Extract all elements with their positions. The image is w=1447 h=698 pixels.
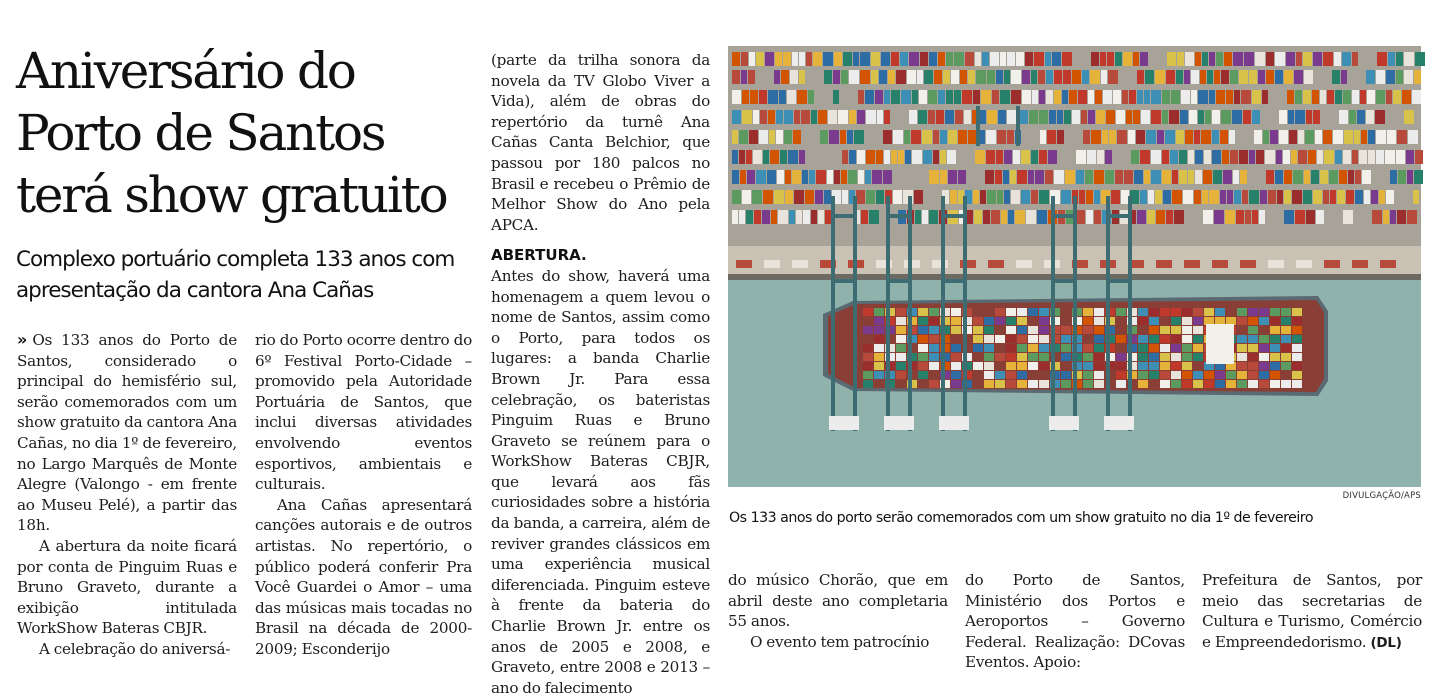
article-column-1 bbox=[17, 330, 237, 665]
paragraph-repertoire-cont: (parte da trilha sonora da novela da TV Globo Viver a Vida), além de obras do repertório da turnê Ana Cañas Canta Belchior, que passou por 180 palcos no Brasil e recebeu o Prêmio de Melhor Show do Ano pela APCA. bbox=[491, 51, 710, 234]
paragraph-intro bbox=[17, 330, 237, 536]
chevron-right-icon: » bbox=[17, 330, 23, 349]
paragraph-sponsors-end-text: Prefeitura de Santos, por meio das secretarias de Cultura e Turismo, Comércio e Empreendedorismo. bbox=[1202, 571, 1422, 651]
article-column-2 bbox=[255, 330, 472, 665]
paragraph-homage: Antes do show, haverá uma homenagem a quem levou o nome de Santos, assim como o Porto, para todos os lugares: a banda Charlie Brown Jr. Para essa celebração, os bateristas Pinguim Ruas e Bruno Graveto se reúnem para o WorkShow Bateras CBJR, que levará aos fãs curiosidades sobre a história da banda, a carreira, além de reviver grandes clássicos em uma experiência musical diferenciada. Pinguim esteve à frente da bateria do Charlie Brown Jr. entre os anos de 2005 e 2008, e Graveto, entre 2008 e 2013 – ano do falecimento bbox=[491, 266, 710, 697]
article-column-4 bbox=[728, 570, 948, 665]
paragraph-intro-text: Os 133 anos do Porto de Santos, considerado o principal do hemisfério sul, serão comemorados com um show gratuito da cantora Ana Cañas, no dia 1º de fevereiro, no Largo Marquês de Monte Alegre (Valongo - em frente ao Museu Pelé), a partir das 18h. bbox=[17, 331, 237, 535]
paragraph-celebration-end: rio do Porto ocorre dentro do 6º Festival Porto-Cidade – promovido pela Autoridade Portuária de Santos, que inclui diversas atividades envolvendo eventos esportivos, ambientais e culturais. bbox=[255, 331, 472, 494]
subheadline: Complexo portuário completa 133 anos com apresentação da cantora Ana Cañas bbox=[16, 247, 455, 303]
paragraph-sponsors-mid: do Porto de Santos, Ministério dos Portos e Aeroportos – Governo Federal. Realização: DCovas Eventos. Apoio: bbox=[965, 571, 1185, 672]
port-aerial-photo bbox=[728, 46, 1421, 487]
photo-credit: DIVULGAÇÃO/APS bbox=[1342, 491, 1421, 501]
article-column-3 bbox=[491, 50, 710, 697]
section-label bbox=[491, 245, 710, 266]
photo-caption: Os 133 anos do porto serão comemorados com um show gratuito no dia 1º de fevereiro bbox=[729, 510, 1314, 526]
paragraph-sponsors-start: O evento tem patrocínio bbox=[750, 632, 930, 651]
author-signature: (DL) bbox=[1370, 634, 1402, 651]
section-label-text: ABERTURA. bbox=[491, 246, 587, 265]
paragraph-celebration-start: A celebração do aniversá- bbox=[39, 639, 231, 658]
article-column-5 bbox=[965, 570, 1185, 672]
paragraph-homage-end: do músico Chorão, que em abril deste ano completaria 55 anos. bbox=[728, 571, 948, 631]
paragraph-opening-act: A abertura da noite ficará por conta de Pinguim Ruas e Bruno Graveto, durante a exibição intitulada WorkShow Bateras CBJR. bbox=[17, 536, 237, 638]
article-column-6 bbox=[1202, 570, 1422, 665]
headline: Aniversário do Porto de Santos terá show gratuito bbox=[16, 42, 447, 224]
paragraph-repertoire: Ana Cañas apresentará canções autorais e de outros artistas. No repertório, o público poderá conferir Pra Você Guardei o Amor – uma das músicas mais tocadas no Brasil na década de 2000-2009; Esconderijo bbox=[255, 495, 472, 658]
paragraph-sponsors-end bbox=[1202, 570, 1422, 653]
